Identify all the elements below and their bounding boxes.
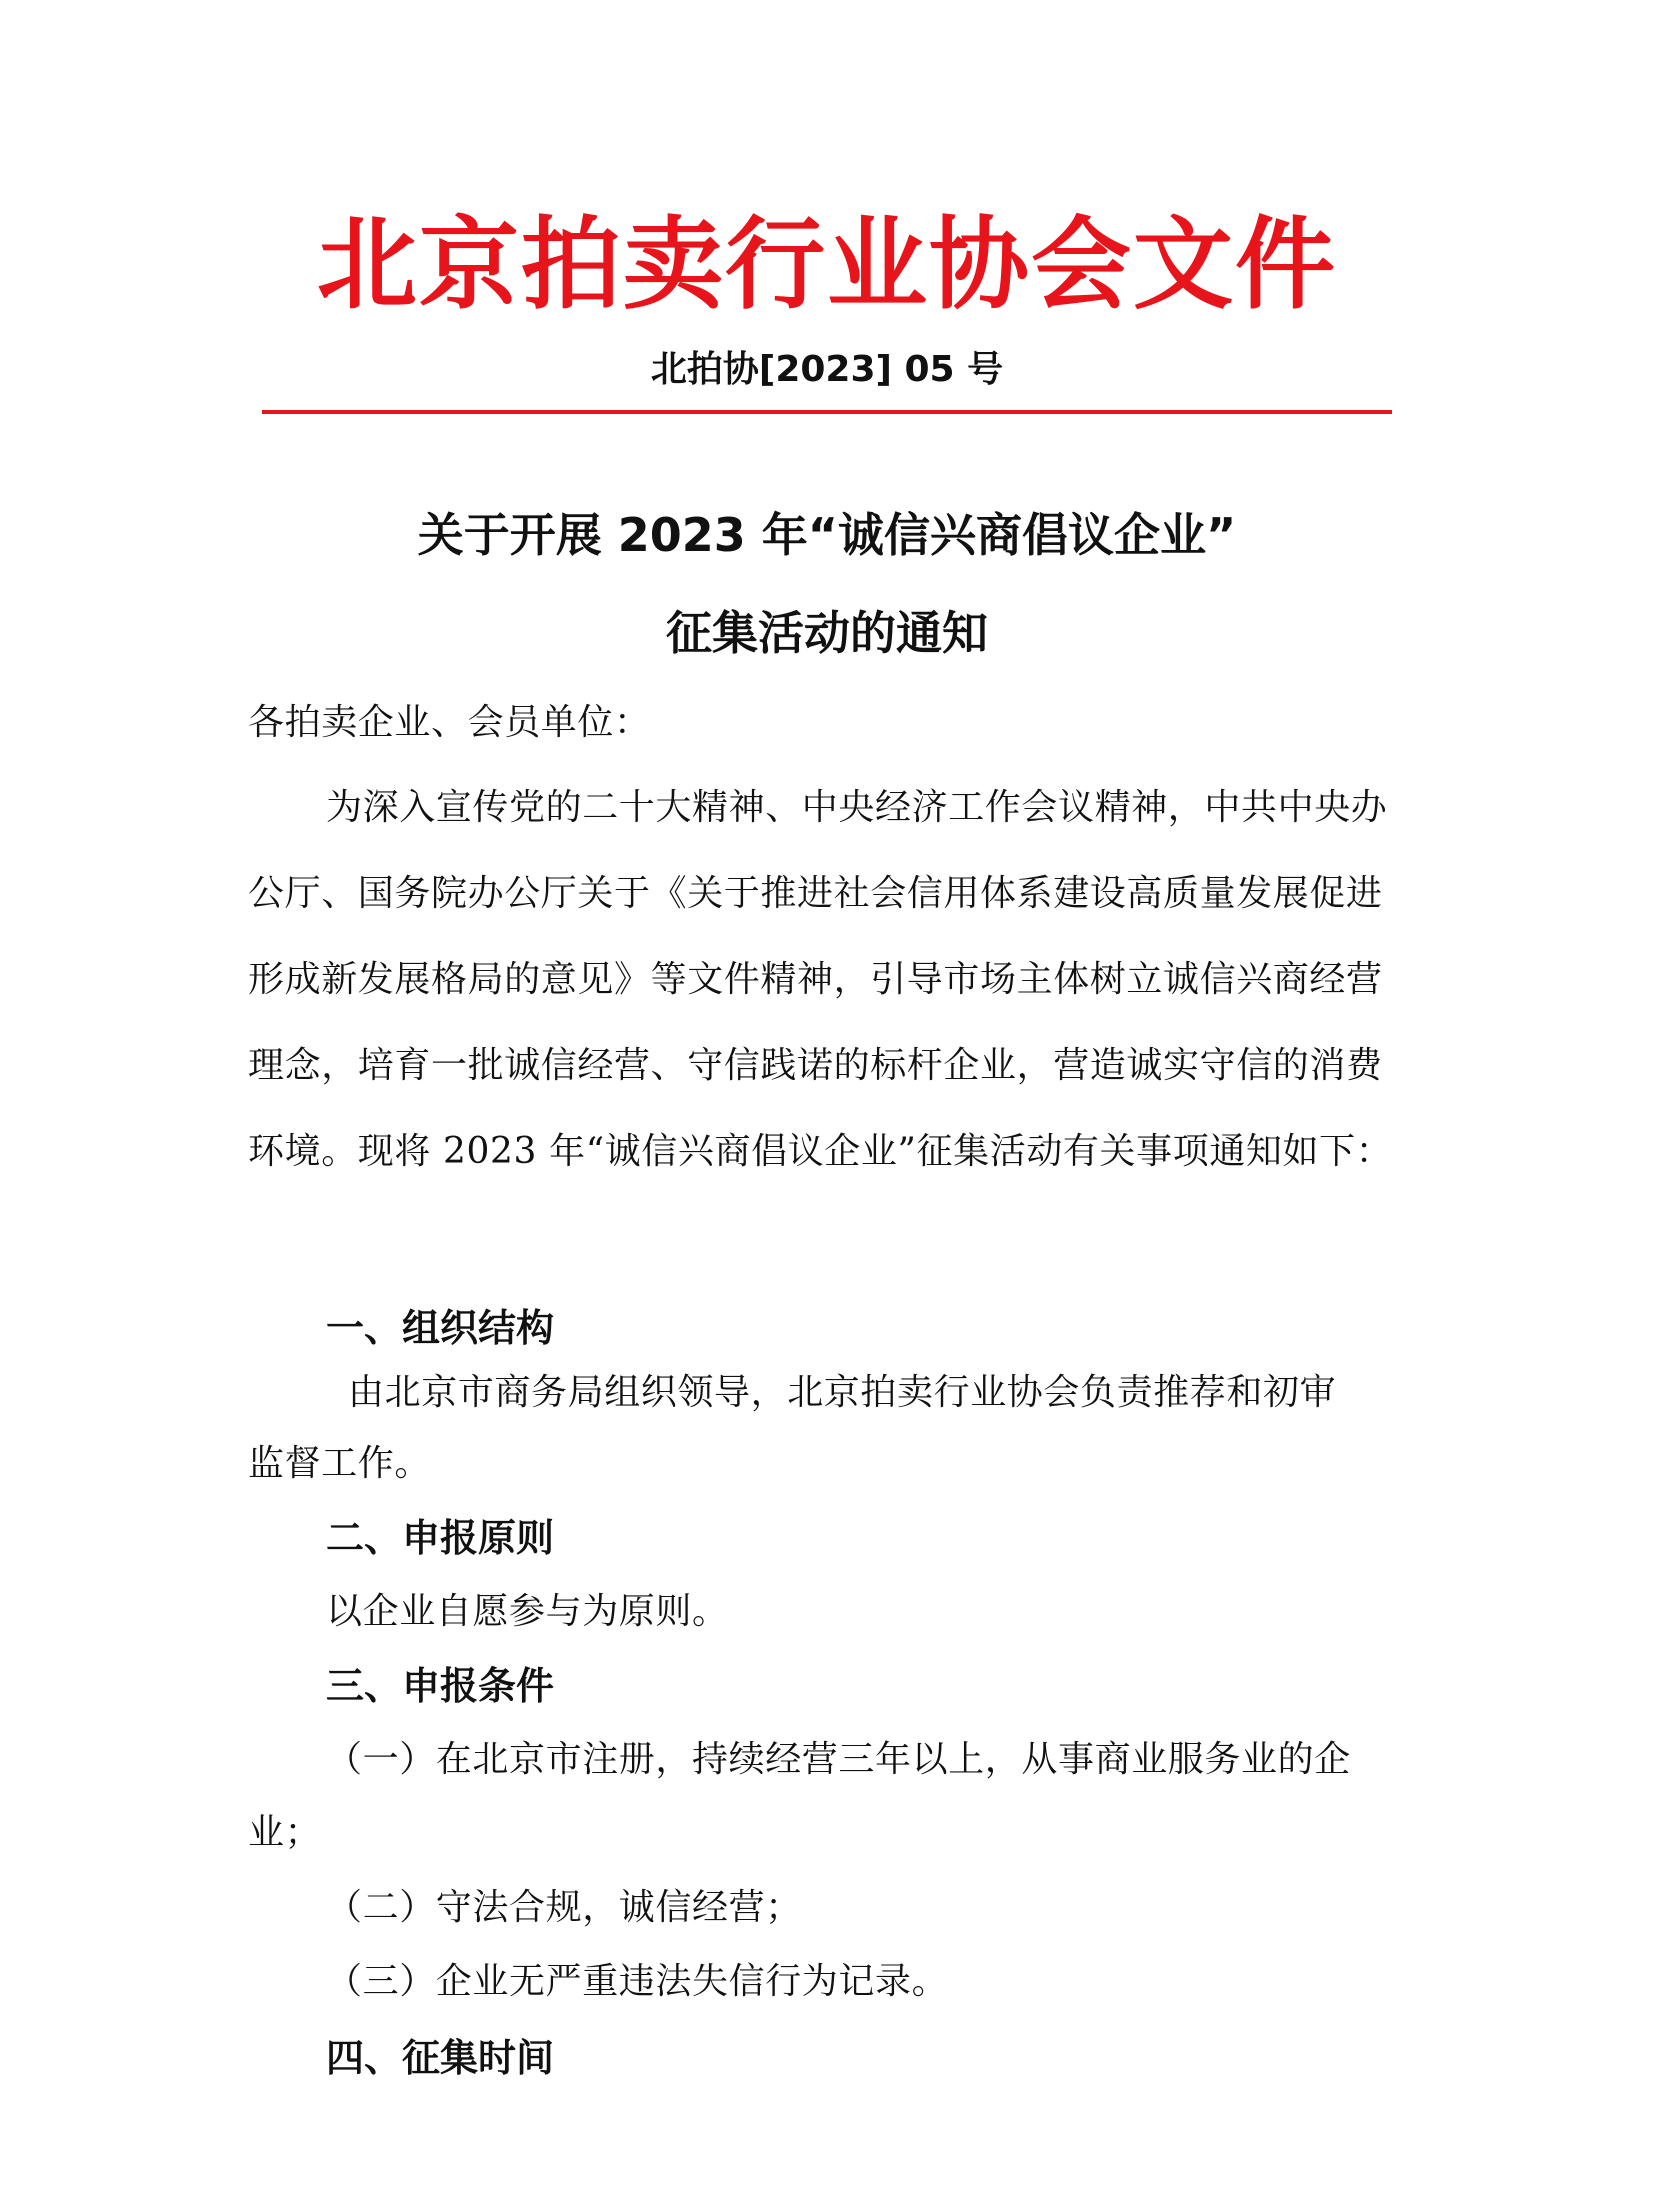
notice-title-line-1: 关于开展 2023 年“诚信兴商倡议企业” (417, 508, 1237, 562)
section-3-line-3: （二）守法合规，诚信经营； (326, 1887, 802, 1928)
section-3-line-2: 业； (248, 1812, 322, 1853)
intro-paragraph: 为深入宣传党的二十大精神、中央经济工作会议精神，中共中央办公厅、国务院办公厅关于《关于推进社会信用体系建设高质量发展促进形成新发展格局的意见》等文件精神，引导市场主体树立诚信兴商经营理念，培育一批诚信经营、守信践诺的标杆企业，营造诚实守信的消费环境。现将 2023 年“诚信兴商倡议企业”征集活动有关事项通知如下： (248, 787, 1393, 1172)
section-3-line-1: （一）在北京市注册，持续经营三年以上，从事商业服务业的企 (326, 1739, 1351, 1780)
section-2-heading: 二、申报原则 (326, 1516, 555, 1560)
section-1-line-1: 由北京市商务局组织领导，北京拍卖行业协会负责推荐和初审 (348, 1372, 1337, 1413)
red-divider-line (262, 410, 1392, 414)
salutation: 各拍卖企业、会员单位： (248, 702, 651, 743)
section-1-heading: 一、组织结构 (326, 1306, 555, 1350)
section-4-heading: 四、征集时间 (326, 2036, 555, 2080)
section-3-line-4: （三）企业无严重违法失信行为记录。 (326, 1961, 949, 2002)
document-number: 北拍协[2023] 05 号 (650, 349, 1004, 390)
masthead-title: 北京拍卖行业协会文件 (317, 206, 1337, 323)
section-2-line-1: 以企业自愿参与为原则。 (326, 1591, 729, 1632)
notice-title-line-2: 征集活动的通知 (666, 606, 988, 660)
section-3-heading: 三、申报条件 (326, 1664, 555, 1708)
section-1-line-2: 监督工作。 (248, 1443, 432, 1484)
